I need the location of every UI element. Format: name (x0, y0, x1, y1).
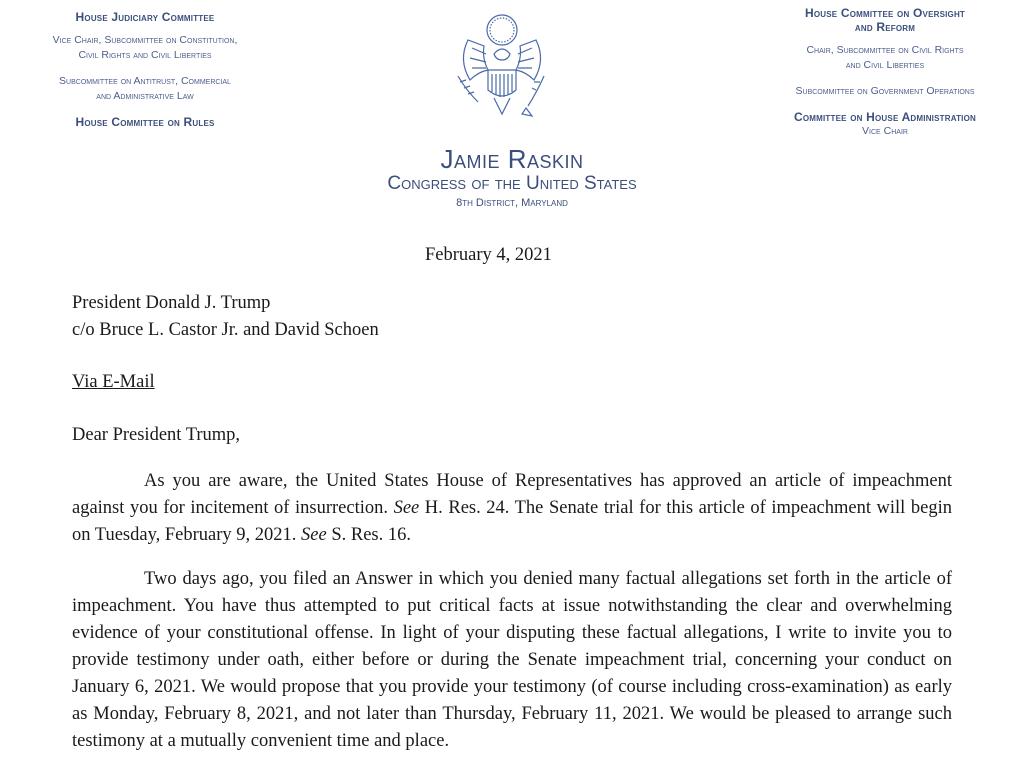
committee-role: and Civil Liberties (845, 59, 925, 71)
committee-role: Civil Rights and Civil Liberties (78, 49, 212, 61)
committee-title: Committee on House Administration (793, 110, 976, 124)
committee-role: Vice Chair (862, 125, 908, 137)
paragraph-2 (72, 566, 952, 755)
paragraph-1 (72, 468, 952, 549)
committee-group (735, 84, 1024, 99)
paragraph-text: H. Res. 24. The Senate trial for this article of impeachment will begin on Tuesday, February 9, 2021. (72, 498, 952, 545)
congress-title: Congress of the United States (387, 173, 637, 194)
committee-group (735, 110, 1024, 139)
citation-signal: See (301, 525, 327, 545)
right-committee-list (735, 6, 1024, 150)
committee-group (0, 74, 290, 104)
recipient-care-of: c/o Bruce L. Castor Jr. and David Schoen (72, 320, 379, 340)
committee-title: House Committee on Rules (75, 115, 215, 129)
paragraph-text: Two days ago, you filed an Answer in which you denied many factual allegations set forth in the article of impeachment. You have thus attempted to put critical facts at issue notwithstanding the clear and overwhelming evidence of your constitutional offense. In light of your disputing these factual allegations, I write to invite you to provide testimony under oath, either before or during the Senate impeachment trial, concerning your conduct on January 6, 2021. We would propose that you provide your testimony (of course including cross-examination) as early as Monday, February 8, 2021, and not later than Thursday, February 11, 2021. We would be pleased to arrange such testimony at a mutually convenient time and place. (72, 569, 952, 751)
committee-title: House Judiciary Committee (75, 10, 215, 24)
committee-group (0, 10, 290, 63)
paragraph-text: As you are aware, the United States House of Representatives has approved an article of impeachment against you for incitement of insurrection. (72, 471, 952, 518)
delivery-method: Via E-Mail (72, 372, 155, 392)
recipient-name: President Donald J. Trump (72, 293, 271, 313)
committee-role: and Administrative Law (96, 90, 194, 102)
committee-role: Subcommittee on Antitrust, Commercial (59, 75, 231, 87)
paragraph-text: S. Res. 16. (326, 525, 412, 545)
left-committee-list (0, 10, 290, 140)
citation-signal: See (393, 498, 420, 518)
committee-group (0, 115, 290, 129)
representative-name: Jamie Raskin (440, 144, 584, 174)
great-seal-icon (448, 10, 556, 122)
district-label: 8th District, Maryland (456, 197, 568, 209)
letterhead-name-block (320, 145, 704, 211)
committee-title: and Reform (854, 20, 916, 34)
committee-group (735, 6, 1024, 73)
letter-date: February 4, 2021 (425, 245, 552, 265)
committee-role: Chair, Subcommittee on Civil Rights (806, 44, 964, 56)
committee-role: Vice Chair, Subcommittee on Constitution, (52, 34, 238, 46)
salutation: Dear President Trump, (72, 425, 241, 445)
committee-role: Subcommittee on Government Operations (795, 85, 975, 97)
committee-title: House Committee on Oversight (804, 6, 966, 20)
